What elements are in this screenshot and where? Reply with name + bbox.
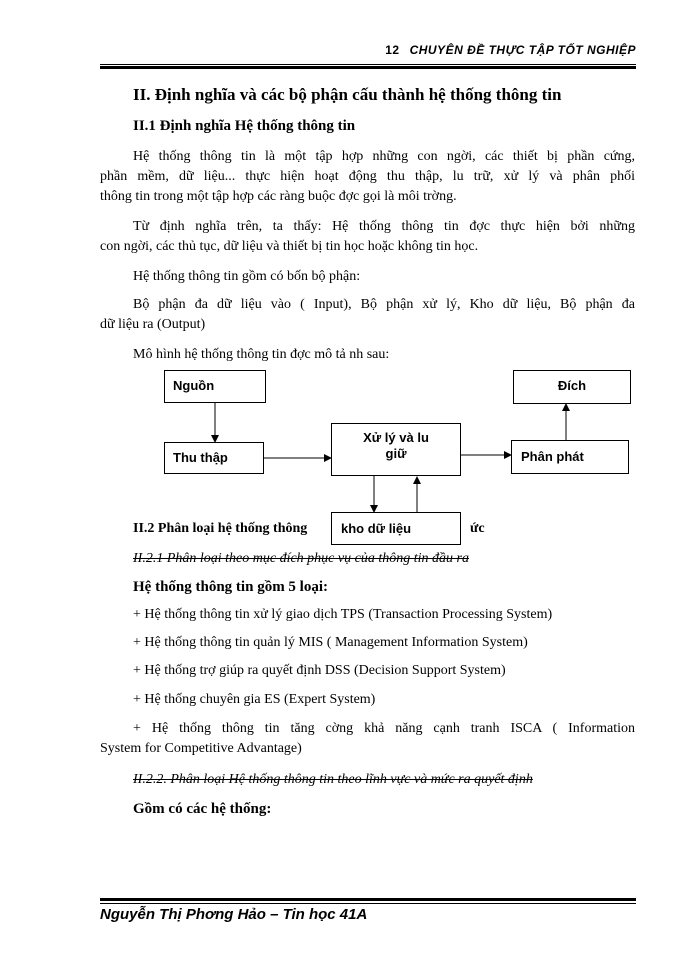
box-storage bbox=[331, 512, 461, 545]
type-item-tps: + Hệ thống thông tin xử lý giao dịch TPS (Transaction Processing System) bbox=[133, 607, 553, 622]
box-process bbox=[331, 423, 461, 476]
para5: Mô hình hệ thống thông tin đợc mô tả nh sau: bbox=[133, 347, 390, 362]
subsection-2-2: II.2.2. Phân loại Hệ thống thông tin theo lĩnh vực và mức ra quyết định bbox=[133, 772, 533, 787]
type-item-es: + Hệ thống chuyên gia ES (Expert System) bbox=[133, 692, 376, 707]
para4-line1: Bộ phận đa dữ liệu vào ( Input), Bộ phận xử lý, Kho dữ liệu, Bộ phận đa bbox=[133, 297, 635, 312]
subsection-heading-1: II.1 Định nghĩa Hệ thống thông tin bbox=[133, 118, 356, 134]
box-destination-label: Đích bbox=[557, 378, 587, 393]
box-source bbox=[164, 370, 266, 403]
subsection-heading-2-end: ức bbox=[470, 521, 485, 536]
box-destination bbox=[513, 370, 631, 404]
type-item-mis: + Hệ thống thông tin quản lý MIS ( Management Information System) bbox=[133, 635, 528, 650]
section-heading: II. Định nghĩa và các bộ phận cấu thành hệ thống thông tin bbox=[133, 85, 562, 104]
box-collect-label: Thu thập bbox=[173, 450, 228, 465]
box-source-label: Nguồn bbox=[173, 378, 215, 393]
page-number: 12 bbox=[385, 43, 400, 57]
box-collect bbox=[164, 442, 264, 474]
para2-line1: Từ định nghĩa trên, ta thấy: Hệ thống thông tin đợc thực hiện bởi những bbox=[133, 219, 635, 234]
para3: Hệ thống thông tin gồm có bốn bộ phận: bbox=[133, 269, 361, 284]
box-distribute bbox=[511, 440, 629, 474]
para1-line1: Hệ thống thông tin là một tập hợp những con ngời, các thiết bị phần cứng, bbox=[133, 149, 635, 164]
footer-author: Nguyễn Thị Phơng Hảo – Tin học 41A bbox=[100, 906, 368, 923]
types-heading: Hệ thống thông tin gồm 5 loại: bbox=[133, 579, 329, 595]
para2-line2: con ngời, các thủ tục, dữ liệu và thiết bị tin học hoặc không tin học. bbox=[100, 239, 479, 254]
box-storage-label: kho dữ liệu bbox=[341, 521, 412, 536]
subsection-2-1: II.2.1 Phân loại theo mục đích phục vụ của thông tin đầu ra bbox=[133, 551, 469, 566]
box-process-line2: giữ bbox=[385, 446, 407, 461]
para1-line3: thông tin trong một tập hợp các ràng buộc đợc gọi là môi trờng. bbox=[100, 189, 457, 204]
header-title: CHUYÊN ĐỀ THỰC TẬP TỐT NGHIỆP bbox=[409, 43, 636, 57]
type-item-dss: + Hệ thống trợ giúp ra quyết định DSS (Decision Support System) bbox=[133, 663, 506, 678]
para4-line2: dữ liệu ra (Output) bbox=[100, 317, 206, 332]
box-distribute-label: Phân phát bbox=[521, 449, 584, 464]
type-item-isca-line1: + Hệ thống thông tin tăng cờng khả năng cạnh tranh ISCA ( Information bbox=[133, 721, 635, 736]
type-item-isca-line2: System for Competitive Advantage) bbox=[100, 741, 302, 756]
footer-rule-thick bbox=[100, 898, 636, 901]
subsection-heading-2-start: II.2 Phân loại hệ thống thông bbox=[133, 521, 308, 536]
closing-line: Gồm có các hệ thống: bbox=[133, 801, 272, 817]
box-process-line1: Xử lý và lu bbox=[363, 430, 429, 445]
para1-line2: phần mềm, dữ liệu... thực hiện hoạt động thu thập, lu trữ, xử lý và phân phối bbox=[100, 169, 635, 184]
footer-rule-thin bbox=[100, 903, 636, 904]
